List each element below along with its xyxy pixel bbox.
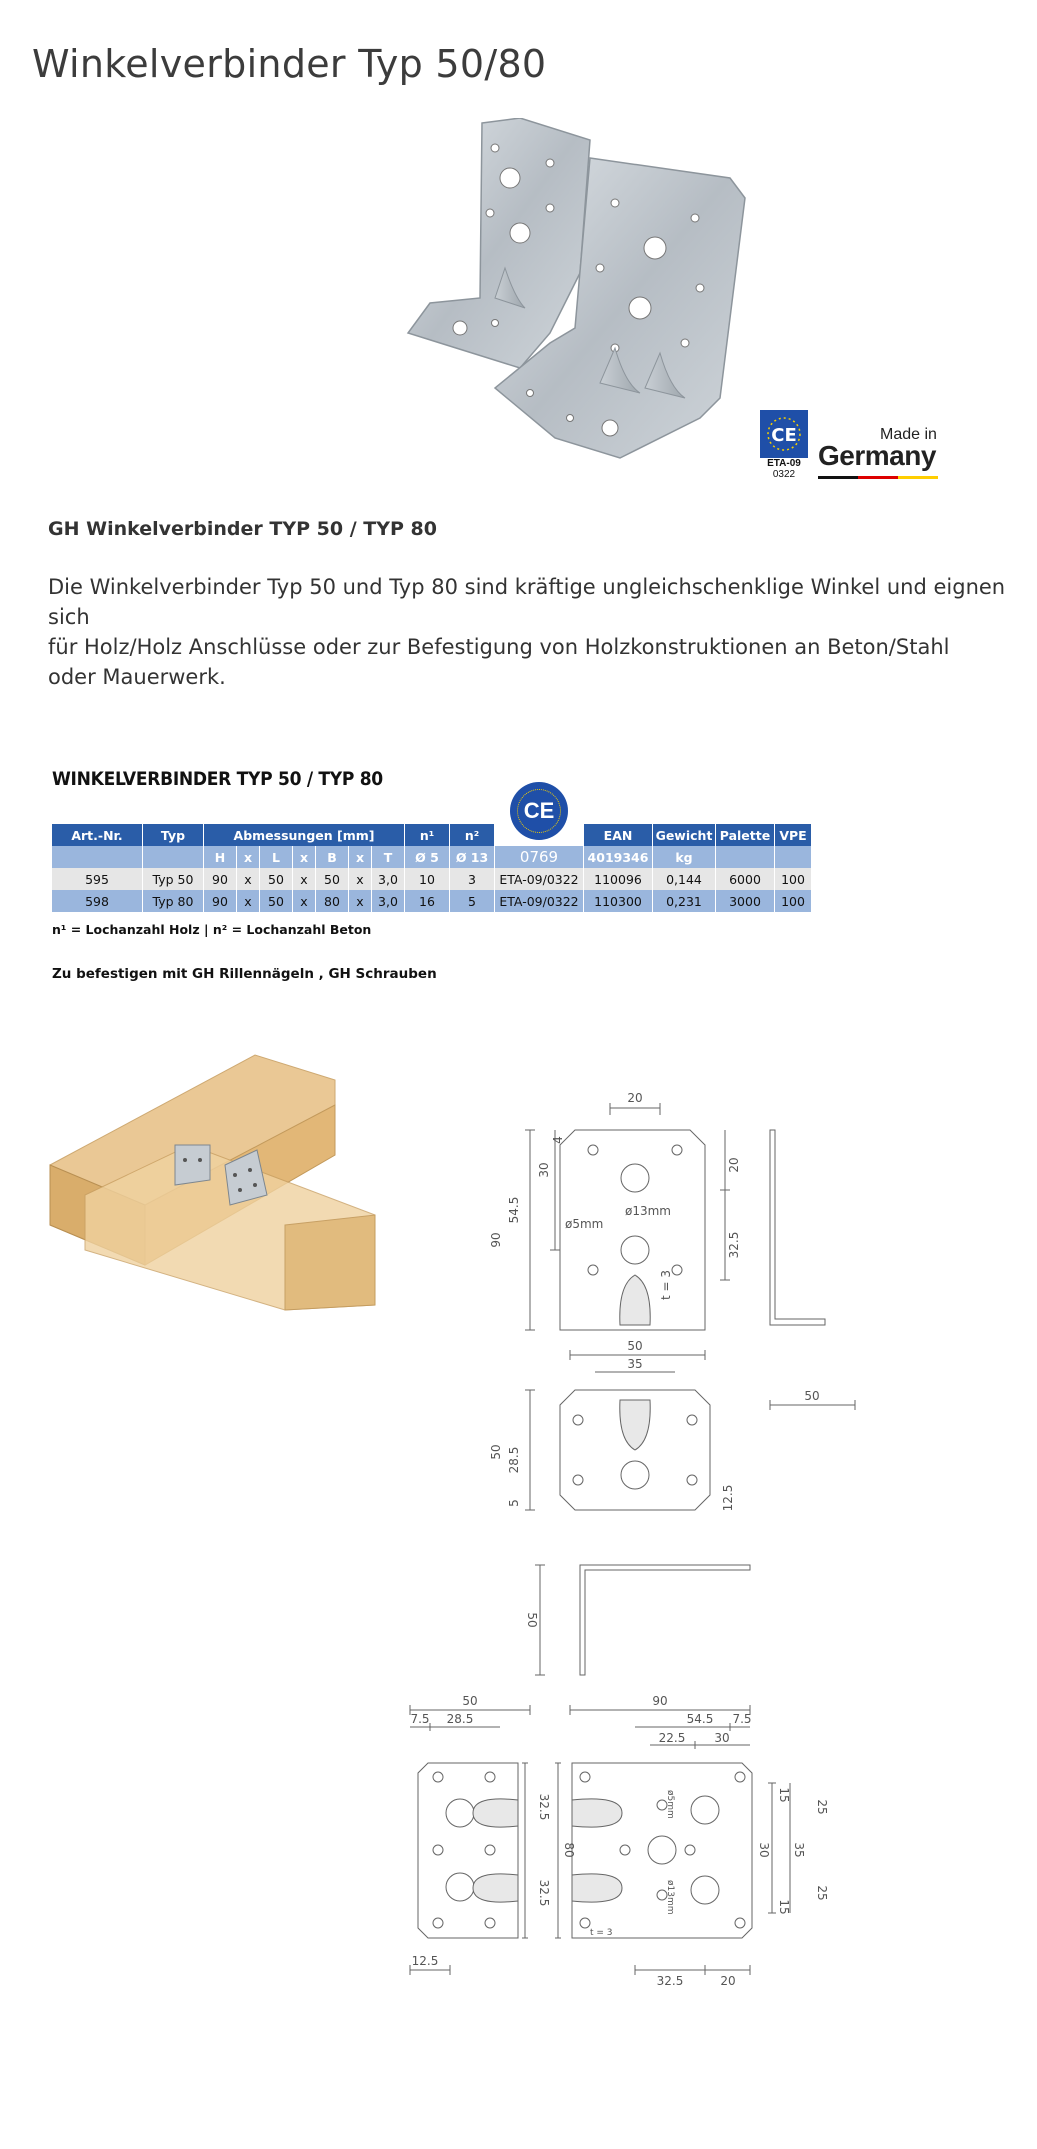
dim-right-c: 22.5 [658,1731,686,1745]
dim-bottom-width: 50 [627,1339,643,1353]
dim-right-d: 30 [714,1731,730,1745]
dim-edge-15a: 15 [777,1787,791,1803]
eta-number: 0322 [772,469,796,480]
dim-base-b: 5 [507,1499,521,1507]
made-in-text: Made in [880,426,937,443]
col-abmessungen: Abmessungen [mm] [204,824,405,846]
col-ean: EAN [584,824,653,846]
technical-drawing-typ50 [470,1060,890,1540]
bracket-typ50-image [408,118,590,368]
col-vpe: VPE [775,824,812,846]
ce-mark-text: CE [771,425,797,446]
dim-bottom-inner: 35 [627,1357,643,1371]
col-ce [495,798,584,846]
table-row: 598 Typ 80 90 x 50 x 80 x 3,0 16 5 ETA-09/0322 110300 0,231 3000 100 [52,890,812,912]
page-title: Winkelverbinder Typ 50/80 [32,42,547,86]
dim-right-width: 90 [652,1694,668,1708]
description-line: für Holz/Holz Anschlüsse oder zur Befestigung von Holzkonstruktionen an Beton/Stahl [48,635,950,659]
product-description [48,572,1008,692]
dim-side-height: 50 [525,1612,539,1628]
col-palette: Palette [716,824,775,846]
table-subheader-row: H x L x B x T Ø 5 Ø 13 0769 4019346 kg [52,846,812,868]
col-typ: Typ [143,824,204,846]
dim-left-a: 4 [551,1136,565,1144]
dim-center-a: 32.5 [537,1793,551,1821]
technical-drawing-typ80 [400,1545,880,2015]
thickness-label: t = 3 [590,1928,613,1938]
hole-large-label: ø13mm [665,1880,675,1915]
thickness-label: t = 3 [659,1269,673,1300]
dim-right-b: 32.5 [727,1231,741,1259]
dim-left-b: 28.5 [446,1712,474,1726]
table-row: 595 Typ 50 90 x 50 x 50 x 3,0 10 3 ETA-09/0322 110096 0,144 6000 100 [52,868,812,890]
dim-edge-25b: 25 [815,1885,829,1901]
ce-code: 0769 [495,846,584,868]
hole-small-label: ø5mm [665,1790,675,1819]
dim-base-height: 50 [489,1444,503,1460]
description-line: Die Winkelverbinder Typ 50 und Typ 80 sind kräftige ungleichschenklige Winkel und eignen sich [48,575,1006,629]
dim-total-height: 80 [562,1842,576,1858]
product-photo [400,118,780,508]
dim-right-b: 7.5 [732,1712,752,1726]
dim-bottom-left: 12.5 [411,1954,439,1968]
bracket-on-beam-icon [175,1145,210,1185]
dim-mid-35: 35 [792,1842,806,1858]
eta-ce-badge [760,410,808,482]
table-header-row [52,824,812,846]
hole-count-legend: n¹ = Lochanzahl Holz | n² = Lochanzahl Beton [52,922,372,937]
dim-edge-15b: 15 [777,1899,791,1915]
dim-mid-30: 30 [757,1842,771,1858]
dim-center-b: 32.5 [537,1879,551,1907]
fastening-note: Zu befestigen mit GH Rillennägeln , GH Schrauben [52,966,437,982]
eta-label: ETA-09 [767,458,801,469]
dim-base-a: 28.5 [507,1446,521,1474]
dim-edge-25a: 25 [815,1799,829,1815]
col-n2: n² [450,824,495,846]
dim-right-a: 20 [727,1157,741,1173]
description-line: oder Mauerwerk. [48,665,226,689]
dim-left-a: 7.5 [410,1712,430,1726]
dim-bottom-mid: 32.5 [656,1974,684,1988]
hole-small-label: ø5mm [565,1217,604,1231]
col-n1: n¹ [405,824,450,846]
ce-circle-icon: CE [512,784,566,838]
dim-side-leg: 50 [804,1389,820,1403]
dim-top-width: 20 [627,1091,643,1105]
spec-table-title: WINKELVERBINDER TYP 50 / TYP 80 [52,768,383,790]
hole-large-label: ø13mm [625,1204,671,1218]
dim-right-a: 54.5 [686,1712,714,1726]
dim-bottom-right: 20 [720,1974,736,1988]
dim-left-c: 54.5 [507,1196,521,1224]
installation-illustration [45,1035,385,1320]
col-art-nr: Art.-Nr. [52,824,143,846]
dim-left-b: 30 [537,1162,551,1178]
germany-text: Germany [818,440,936,471]
col-gewicht: Gewicht [653,824,716,846]
dim-height: 90 [489,1232,503,1248]
product-subtitle: GH Winkelverbinder TYP 50 / TYP 80 [48,518,437,540]
dim-base-right: 12.5 [721,1484,735,1512]
german-flag-stripe [818,476,938,479]
spec-table [52,798,812,912]
dim-left-width: 50 [462,1694,478,1708]
